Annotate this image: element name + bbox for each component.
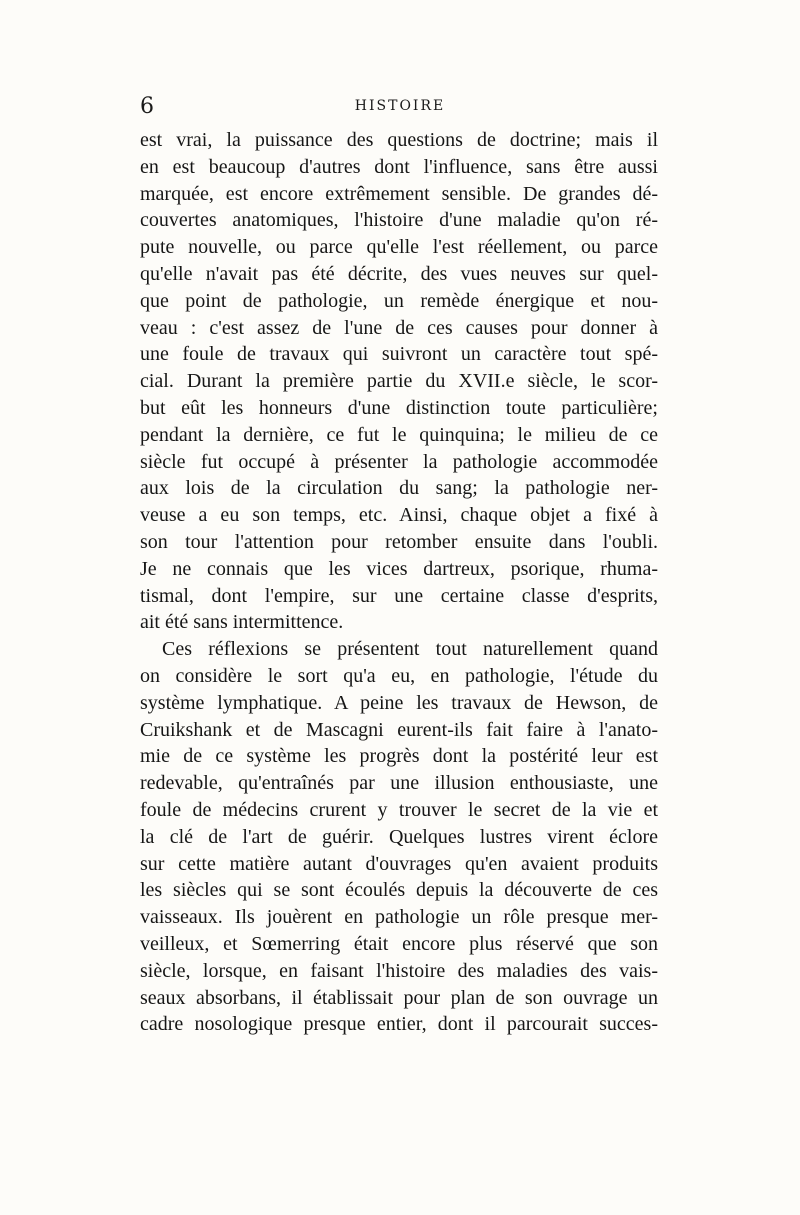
page-header — [140, 94, 660, 124]
text-line: son tour l'attention pour retomber ensuite dans l'oubli. — [140, 530, 658, 553]
text-line: la clé de l'art de guérir. Quelques lustres virent éclore — [140, 825, 658, 848]
text-line: veuse a eu son temps, etc. Ainsi, chaque objet a fixé à — [140, 504, 658, 527]
text-line: aux lois de la circulation du sang; la pathologie ner- — [140, 477, 658, 500]
text-line: pendant la dernière, ce fut le quinquina; le milieu de ce — [140, 423, 658, 446]
text-line: siècle, lorsque, en faisant l'histoire des maladies des vais- — [140, 959, 658, 982]
text-line: pute nouvelle, ou parce qu'elle l'est réellement, ou parce — [140, 236, 658, 259]
running-head: HISTOIRE — [354, 98, 446, 114]
text-line: siècle fut occupé à présenter la pathologie accommodée — [140, 450, 658, 473]
text-line: cadre nosologique presque entier, dont il parcourait succes- — [140, 1013, 658, 1036]
text-line: en est beaucoup d'autres dont l'influence, sans être aussi — [140, 155, 658, 178]
text-line: est vrai, la puissance des questions de doctrine; mais il — [140, 129, 658, 151]
text-line: Ces réflexions se présentent tout naturellement quand — [162, 638, 658, 661]
text-line: tismal, dont l'empire, sur une certaine classe d'esprits, — [140, 584, 658, 607]
text-line: les siècles qui se sont écoulés depuis la découverte de ces — [140, 879, 658, 902]
text-line: but eût les honneurs d'une distinction toute particulière; — [140, 396, 658, 419]
text-line: foule de médecins crurent y trouver le secret de la vie et — [140, 798, 658, 821]
text-line: qu'elle n'avait pas été décrite, des vues neuves sur quel- — [140, 262, 658, 285]
body-text — [140, 127, 658, 1038]
text-line: couvertes anatomiques, l'histoire d'une maladie qu'on ré- — [140, 209, 658, 232]
text-line: sur cette matière autant d'ouvrages qu'en avaient produits — [140, 852, 658, 875]
text-line: redevable, qu'entraînés par une illusion enthousiaste, une — [140, 772, 658, 795]
text-line: vaisseaux. Ils jouèrent en pathologie un rôle presque mer- — [140, 906, 658, 929]
text-line: Cruikshank et de Mascagni eurent-ils fait faire à l'anato- — [140, 718, 658, 741]
text-line: mie de ce système les progrès dont la postérité leur est — [140, 745, 658, 768]
text-line: que point de pathologie, un remède énergique et nou- — [140, 289, 658, 312]
text-line: une foule de travaux qui suivront un caractère tout spé- — [140, 343, 658, 366]
page-number: 6 — [140, 94, 154, 119]
text-line: veilleux, et Sœmerring était encore plus réservé que son — [140, 932, 658, 955]
text-line: marquée, est encore extrêmement sensible. De grandes dé- — [140, 182, 658, 205]
text-line: ait été sans intermittence. — [140, 611, 344, 634]
text-line: système lymphatique. A peine les travaux de Hewson, de — [140, 691, 658, 714]
text-line: seaux absorbans, il établissait pour plan de son ouvrage un — [140, 986, 658, 1009]
text-line: Je ne connais que les vices dartreux, psorique, rhuma- — [140, 557, 658, 580]
text-line: cial. Durant la première partie du XVII.e siècle, le scor- — [140, 370, 658, 393]
text-line: veau : c'est assez de l'une de ces causes pour donner à — [140, 316, 658, 339]
text-line: on considère le sort qu'a eu, en pathologie, l'étude du — [140, 664, 658, 687]
